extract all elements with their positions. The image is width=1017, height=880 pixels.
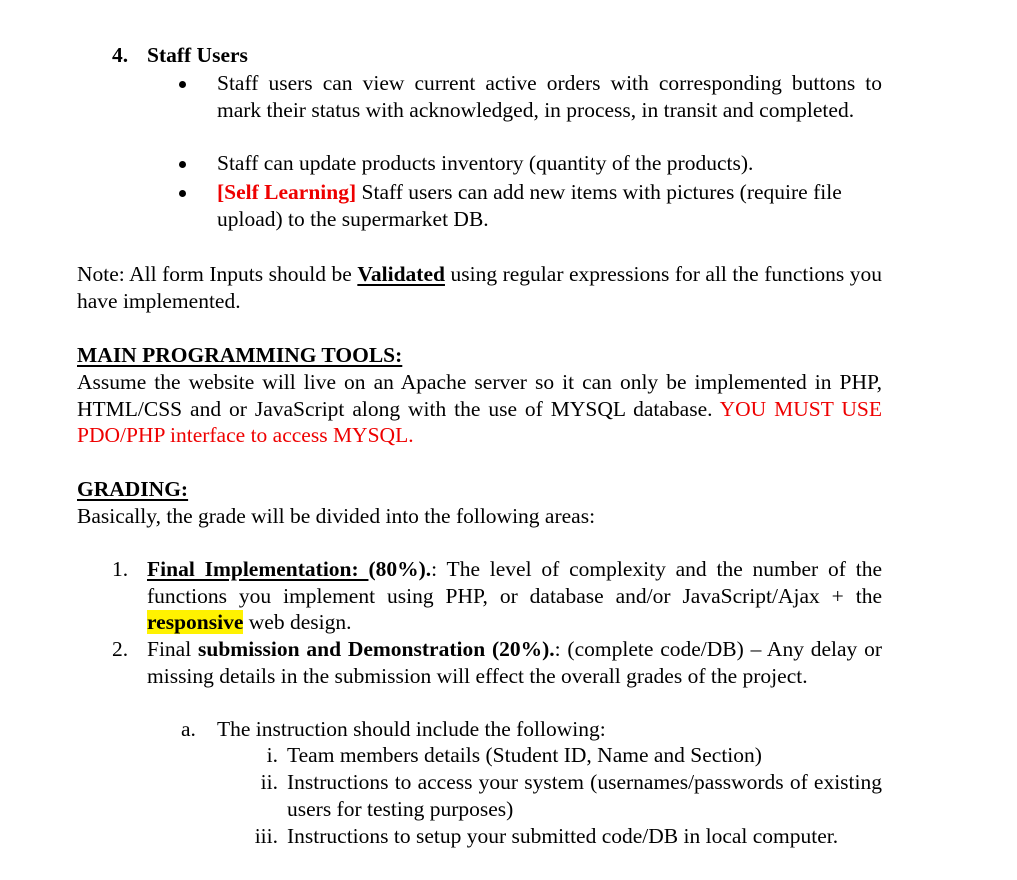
tools-heading: MAIN PROGRAMMING TOOLS: xyxy=(77,343,403,367)
sub-item-letter: a. xyxy=(181,717,196,741)
bullet-icon xyxy=(179,190,186,197)
note-suffix: using regular expressions for all the functions you have implemented. xyxy=(77,262,882,313)
staff-bullet-3 xyxy=(217,179,882,232)
item-2-text: : (complete code/DB) – Any delay or missing details in the submission will effect the overall grades of the project. xyxy=(147,637,883,688)
item-1-text-after: web design. xyxy=(243,610,352,635)
instruction-item: Team members details (Student ID, Name and Section) xyxy=(287,743,762,767)
tools-body: Assume the website will live on an Apache server so it can only be implemented in PHP, HTML/CSS and or JavaScript along with the use of MYSQL database. xyxy=(77,370,882,421)
note-validated: Validated xyxy=(357,262,445,286)
instruction-item: Instructions to setup your submitted code/DB in local computer. xyxy=(287,824,839,848)
staff-bullet-1: Staff users can view current active orders with corresponding buttons to mark their status with acknowledged, in process, in transit and completed. xyxy=(217,71,882,122)
grading-intro: Basically, the grade will be divided into the following areas: xyxy=(77,504,596,528)
item-1-highlight: responsive xyxy=(147,610,244,635)
tools-text xyxy=(77,369,882,449)
bullet-icon xyxy=(179,81,186,88)
instruction-item: Instructions to access your system (usernames/passwords of existing users for testing purposes) xyxy=(287,770,882,821)
grading-item-submission xyxy=(147,636,882,689)
roman-numeral: i. xyxy=(266,743,278,767)
sub-item-instruction: The instruction should include the following: xyxy=(217,717,606,741)
item-1-percent: (80%). xyxy=(368,557,432,581)
item-2-lead: Final xyxy=(147,637,198,661)
roman-numeral: ii. xyxy=(260,770,278,794)
grading-item-number: 2. xyxy=(112,637,129,661)
grading-heading: GRADING: xyxy=(77,477,189,501)
self-learning-tag: [Self Learning] xyxy=(217,180,357,204)
item-1-title: Final Implementation: xyxy=(147,557,369,581)
section-number: 4. xyxy=(112,43,129,67)
grading-item-implementation xyxy=(147,556,882,636)
item-2-title: submission and Demonstration (20%). xyxy=(198,637,555,661)
note-prefix: Note: All form Inputs should be xyxy=(77,262,358,286)
tools-warning: YOU MUST USE PDO/PHP interface to access MYSQL. xyxy=(77,396,883,448)
staff-bullet-3-text: Staff users can add new items with pictures (require file upload) to the supermarket DB. xyxy=(217,180,842,231)
roman-numeral: iii. xyxy=(254,824,278,848)
grading-item-number: 1. xyxy=(112,557,129,581)
validation-note xyxy=(77,261,882,314)
item-1-text: : The level of complexity and the number of the functions you implement using PHP, or database and/or JavaScript/Ajax + the xyxy=(147,557,882,608)
staff-bullet-2: Staff can update products inventory (quantity of the products). xyxy=(217,151,754,175)
bullet-icon xyxy=(179,161,186,168)
section-title: Staff Users xyxy=(147,43,248,67)
